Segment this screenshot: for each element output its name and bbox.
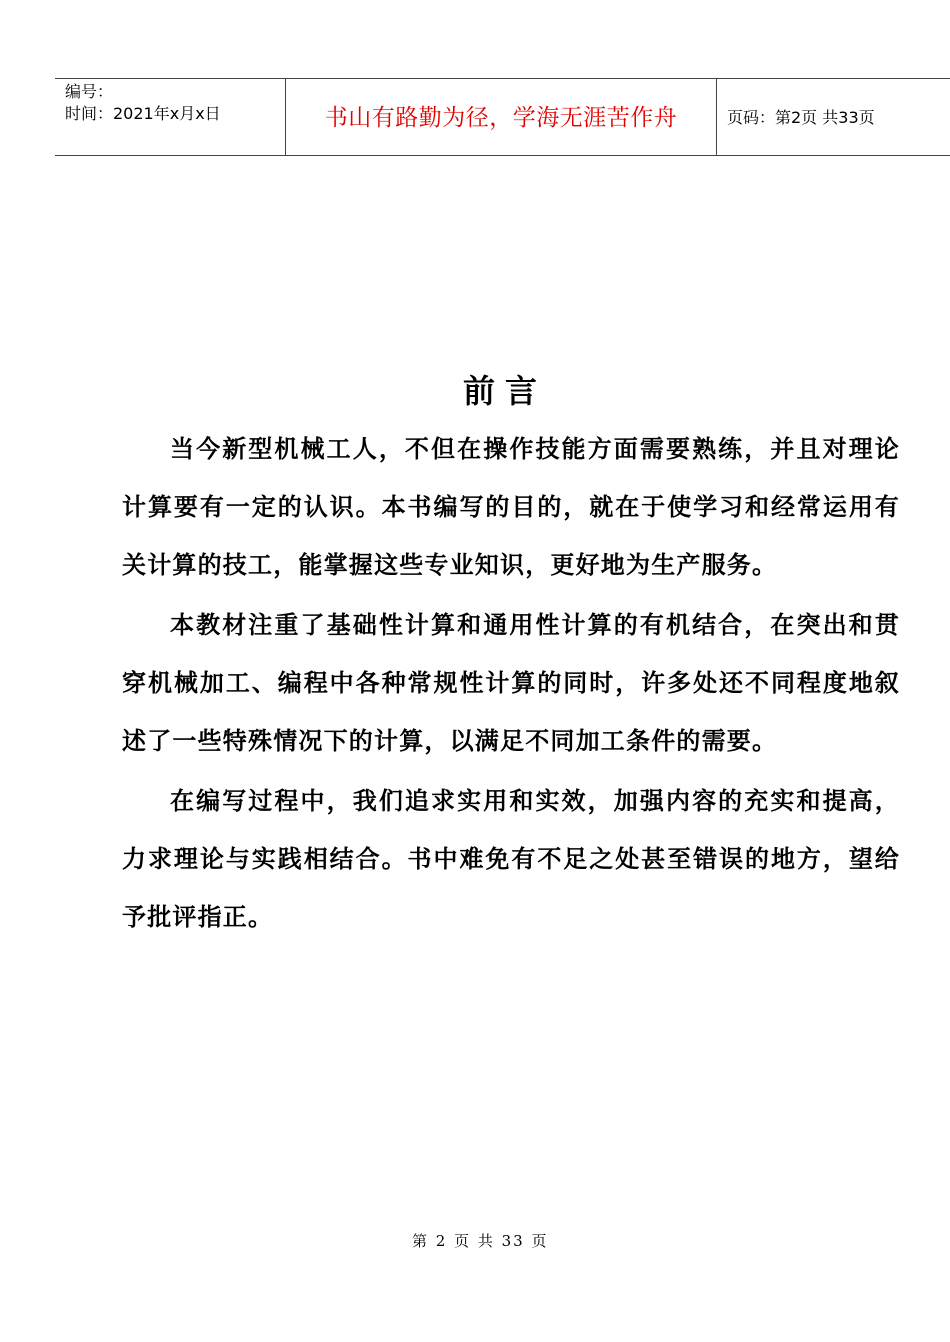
paragraph: 在编写过程中，我们追求实用和实效，加强内容的充实和提高，力求理论与实践相结合。书中难免有不足之处甚至错误的地方，望给予批评指正。 [122, 786, 900, 931]
paragraph: 本教材注重了基础性计算和通用性计算的有机结合，在突出和贯穿机械加工、编程中各种常规性计算的同时，许多处还不同程度地叙述了一些特殊情况下的计算，以满足不同加工条件的需要。 [122, 610, 900, 755]
header-page-info: 页码：第2页 共33页 [727, 108, 875, 127]
header-motto: 书山有路勤为径，学海无涯苦作舟 [285, 79, 717, 155]
page-header [55, 78, 950, 156]
page-title: 前言 [462, 372, 547, 410]
header-meta [55, 79, 285, 155]
page-footer: 第 2 页 共 33 页 [412, 1232, 549, 1250]
paragraph: 当今新型机械工人，不但在操作技能方面需要熟练，并且对理论计算要有一定的认识。本书编写的目的，就在于使学习和经常运用有关计算的技工，能掌握这些专业知识，更好地为生产服务。 [122, 434, 900, 579]
header-time-label: 时间：2021年x月x日 [65, 104, 221, 123]
header-id-label: 编号： [65, 82, 114, 101]
preface-body [122, 420, 900, 948]
